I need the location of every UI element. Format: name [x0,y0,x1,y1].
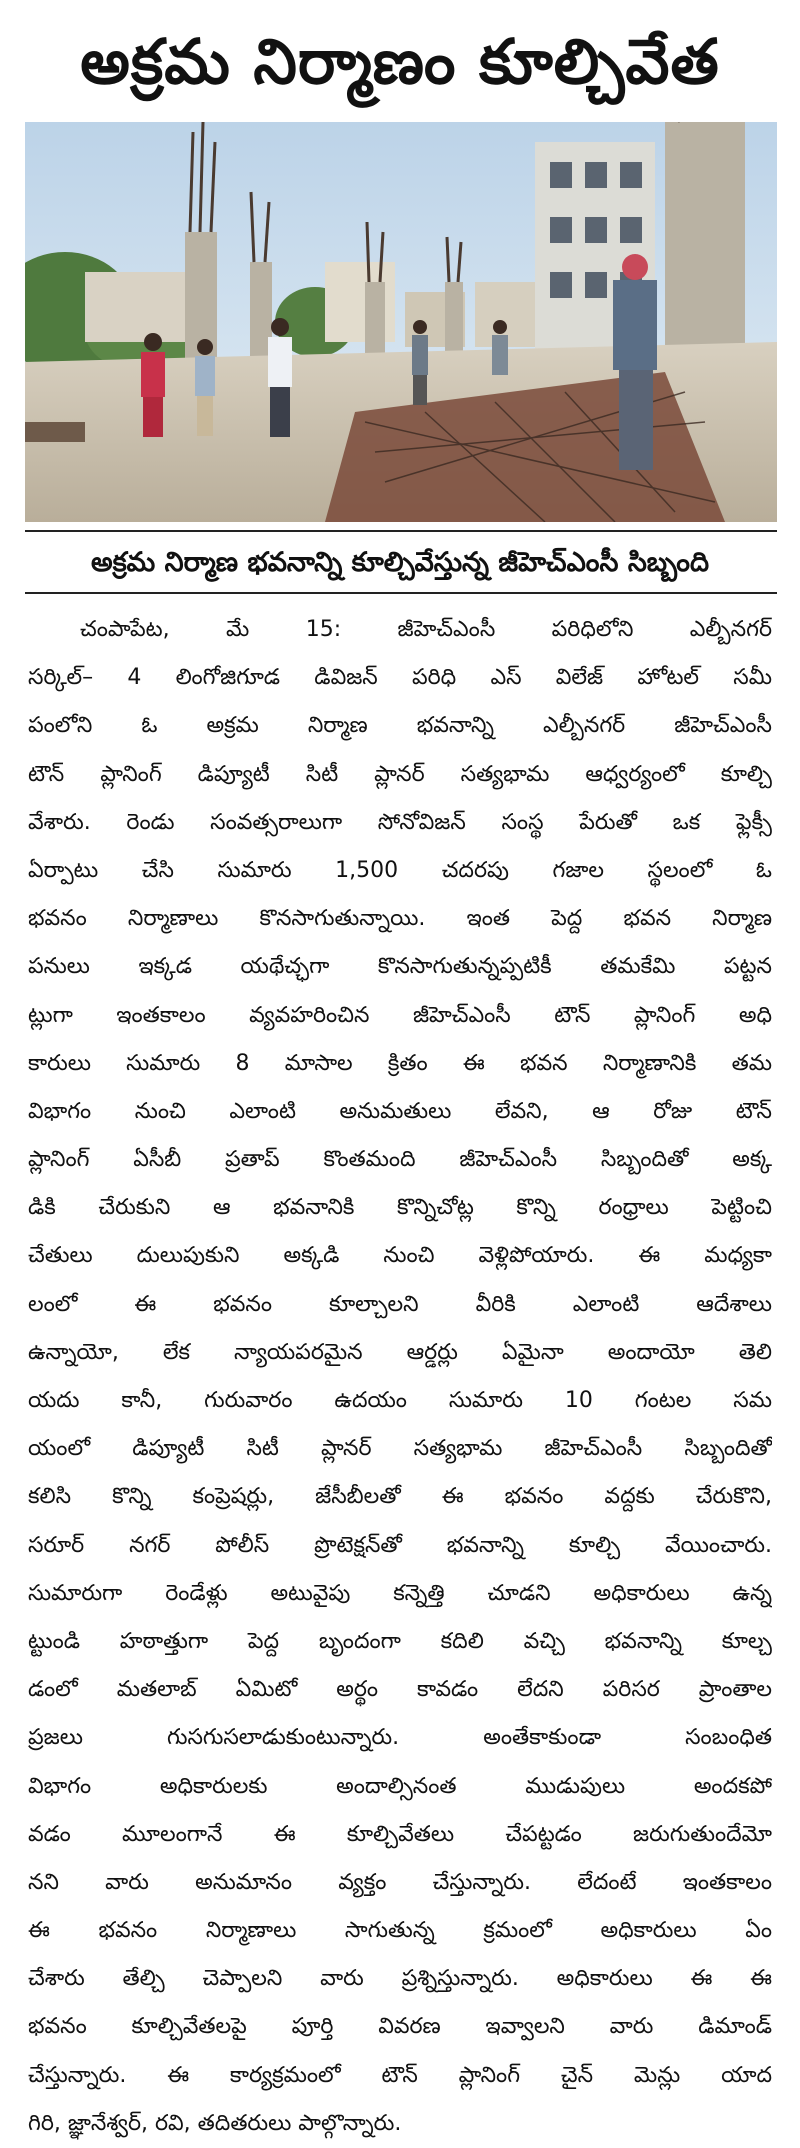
body-line: లంలో ఈ భవనం కూల్చాలని వీరికి ఎలాంటి ఆదేశాలు [28,1291,772,1317]
body-line: వడం మూలంగానే ఈ కూల్చివేతలు చేపట్టడం జరుగుతుందేమో [28,1821,772,1847]
body-line: ఏర్పాటు చేసి సుమారు 1,500 చదరపు గజాల స్థలంలో ఓ [28,857,772,883]
body-line: సర్కిల్– 4 లింగోజిగూడ డివిజన్ పరిధి ఎస్ విలేజ్ హోటల్ సమీ [28,665,772,691]
body-line: చేశారు తేల్చి చెప్పాలని వారు ప్రశ్నిస్తున్నారు. అధికారులు ఈ ఈ [28,1966,772,1992]
caption-rule-top [25,530,777,532]
body-line: డంలో మతలాబ్ ఏమిటో అర్థం కావడం లేదని పరిసర ప్రాంతాల [28,1677,772,1703]
body-line: టౌన్ ప్లానింగ్ డిప్యూటీ సిటీ ప్లానర్ సత్యభామ ఆధ్వర్యంలో కూల్చి [28,761,772,787]
body-line: సరూర్ నగర్ పోలీస్ ప్రొటెక్షన్‌తో భవనాన్ని కూల్చి వేయించారు. [28,1532,772,1558]
caption-rule-bottom [25,592,777,594]
body-line: పనులు ఇక్కడ యథేచ్ఛగా కొనసాగుతున్నప్పటికీ తమకేమి పట్టన [28,954,772,980]
body-line: యదు కానీ, గురువారం ఉదయం సుమారు 10 గంటల సమ [28,1388,772,1413]
body-line: నని వారు అనుమానం వ్యక్తం చేస్తున్నారు. లేదంటే ఇంతకాలం [28,1869,772,1895]
body-line: ఉన్నాయో, లేక న్యాయపరమైన ఆర్డర్లు ఏమైనా అందాయో తెలి [28,1339,772,1365]
body-line: విభాగం నుంచి ఎలాంటి అనుమతులు లేవని, ఆ రోజు టౌన్ [28,1098,772,1124]
headline: అక్రమ నిర్మాణం కూల్చివేత [80,25,720,98]
body-line: ఈ భవనం నిర్మాణాలు సాగుతున్న క్రమంలో అధికారులు ఏం [28,1918,772,1944]
body-line: ట్టుండి హఠాత్తుగా పెద్ద బృందంగా కదిలి వచ్చి భవనాన్ని కూల్చ [28,1628,772,1654]
article-body [28,606,772,2148]
body-line: డికి చేరుకుని ఆ భవనానికి కొన్నిచోట్ల కొన్ని రంధ్రాలు పెట్టించి [28,1195,772,1221]
body-line: విభాగం అధికారులకు అందాల్సినంత ముడుపులు అందకపో [28,1773,772,1799]
body-line: చేతులు దులుపుకుని అక్కడి నుంచి వెళ్లిపోయారు. ఈ మధ్యకా [28,1243,772,1269]
body-line: సుమారుగా రెండేళ్లు అటువైపు కన్నెత్తి చూడని అధికారులు ఉన్న [28,1580,772,1606]
body-line: యంలో డిప్యూటీ సిటీ ప్లానర్ సత్యభామ జీహెచ్‌ఎంసీ సిబ్బందితో [28,1436,772,1462]
body-line: చంపాపేట, మే 15: జీహెచ్‌ఎంసీ పరిధిలోని ఎల్బీనగర్ [80,617,772,642]
body-line: ట్లుగా ఇంతకాలం వ్యవహరించిన జీహెచ్‌ఎంసీ టౌన్ ప్లానింగ్ అధి [28,1002,772,1028]
body-line: చేస్తున్నారు. ఈ కార్యక్రమంలో టౌన్ ప్లానింగ్ చైన్ మెన్లు యాద [28,2062,772,2088]
body-line: కలిసి కొన్ని కంప్రెషర్లు, జేసీబీలతో ఈ భవనం వద్దకు చేరుకొని, [28,1484,772,1510]
body-line: గిరి, జ్ఞానేశ్వర్, రవి, తదితరులు పాల్గొన్నారు. [28,2110,402,2136]
body-line: ప్రజలు గుసగుసలాడుకుంటున్నారు. అంతేకాకుండా సంబంధిత [28,1725,772,1751]
body-line: కారులు సుమారు 8 మాసాల క్రితం ఈ భవన నిర్మాణానికి తమ [28,1050,772,1076]
body-line: భవనం నిర్మాణాలు కొనసాగుతున్నాయి. ఇంత పెద్ద భవన నిర్మాణ [28,906,772,932]
body-line: పంలోని ఓ అక్రమ నిర్మాణ భవనాన్ని ఎల్బీనగర్ జీహెచ్‌ఎంసీ [28,713,772,739]
demolition-photo [25,122,777,522]
photo-caption: అక్రమ నిర్మాణ భవనాన్ని కూల్చివేస్తున్న జీహెచ్‌ఎంసీ సిబ్బంది [90,547,710,578]
body-line: వేశారు. రెండు సంవత్సరాలుగా సోనోవిజన్ సంస్థ పేరుతో ఒక ఫ్లెక్సీ [28,809,772,835]
body-line: ప్లానింగ్ ఏసీబీ ప్రతాప్ కొంతమంది జీహెచ్‌ఎంసీ సిబ్బందితో అక్క [28,1147,772,1173]
body-line: భవనం కూల్చివేతలపై పూర్తి వివరణ ఇవ్వాలని వారు డిమాండ్ [28,2014,772,2040]
